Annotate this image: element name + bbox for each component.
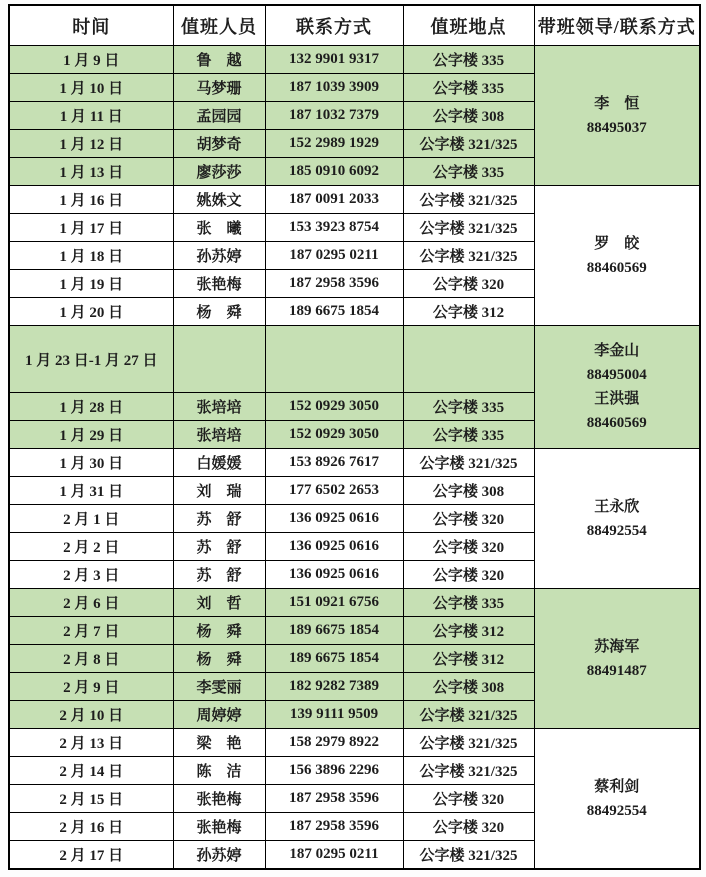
phone-cell: 158 2979 8922 [265, 729, 403, 757]
leader-phone: 88495037 [586, 119, 647, 136]
leader-phone: 88460569 [586, 259, 647, 276]
person-cell: 孟园园 [173, 102, 265, 130]
date-cell: 2 月 17 日 [9, 841, 173, 870]
leader-cell [534, 589, 700, 729]
date-cell: 2 月 13 日 [9, 729, 173, 757]
location-cell: 公字楼 320 [403, 785, 534, 813]
date-cell: 2 月 6 日 [9, 589, 173, 617]
location-cell: 公字楼 335 [403, 393, 534, 421]
location-cell: 公字楼 308 [403, 673, 534, 701]
duty-roster [8, 4, 701, 870]
phone-cell: 187 0295 0211 [265, 841, 403, 870]
header-time: 时间 [9, 5, 173, 46]
phone-cell: 136 0925 0616 [265, 561, 403, 589]
date-cell: 1 月 16 日 [9, 186, 173, 214]
leader-phone: 88460569 [586, 415, 647, 431]
date-cell: 2 月 2 日 [9, 533, 173, 561]
location-cell: 公字楼 320 [403, 270, 534, 298]
person-cell: 胡梦奇 [173, 130, 265, 158]
location-cell: 公字楼 321/325 [403, 186, 534, 214]
date-cell: 1 月 13 日 [9, 158, 173, 186]
table-row [9, 729, 700, 757]
phone-cell: 152 0929 3050 [265, 421, 403, 449]
header-contact: 联系方式 [265, 5, 403, 46]
date-cell: 1 月 20 日 [9, 298, 173, 326]
leader-phone: 88495004 [586, 367, 647, 383]
leader-cell [534, 326, 700, 449]
header-location: 值班地点 [403, 5, 534, 46]
location-cell: 公字楼 335 [403, 421, 534, 449]
location-cell: 公字楼 321/325 [403, 701, 534, 729]
phone-cell: 153 8926 7617 [265, 449, 403, 477]
location-cell: 公字楼 320 [403, 505, 534, 533]
person-cell: 张 曦 [173, 214, 265, 242]
location-cell: 公字楼 308 [403, 477, 534, 505]
table-row [9, 589, 700, 617]
date-cell: 1 月 17 日 [9, 214, 173, 242]
date-cell: 1 月 18 日 [9, 242, 173, 270]
location-cell: 公字楼 335 [403, 46, 534, 74]
location-cell: 公字楼 321/325 [403, 841, 534, 870]
leader-name: 王洪强 [594, 391, 640, 407]
date-cell: 2 月 8 日 [9, 645, 173, 673]
person-cell: 孙苏婷 [173, 242, 265, 270]
location-cell: 公字楼 335 [403, 158, 534, 186]
phone-cell: 187 2958 3596 [265, 813, 403, 841]
table-row [9, 326, 700, 393]
date-cell: 1 月 9 日 [9, 46, 173, 74]
person-cell: 张艳梅 [173, 813, 265, 841]
date-cell: 2 月 1 日 [9, 505, 173, 533]
person-cell: 杨 舜 [173, 298, 265, 326]
phone-cell: 189 6675 1854 [265, 617, 403, 645]
phone-cell: 189 6675 1854 [265, 645, 403, 673]
location-cell: 公字楼 321/325 [403, 130, 534, 158]
person-cell: 苏 舒 [173, 505, 265, 533]
header-person: 值班人员 [173, 5, 265, 46]
date-cell: 1 月 19 日 [9, 270, 173, 298]
leader-phone: 88492554 [586, 802, 647, 819]
phone-cell: 189 6675 1854 [265, 298, 403, 326]
person-cell: 刘 哲 [173, 589, 265, 617]
location-cell: 公字楼 320 [403, 561, 534, 589]
location-cell: 公字楼 321/325 [403, 449, 534, 477]
location-cell: 公字楼 335 [403, 589, 534, 617]
date-cell: 2 月 10 日 [9, 701, 173, 729]
person-cell: 马梦珊 [173, 74, 265, 102]
leader-name: 蔡利剑 [594, 778, 640, 795]
person-cell: 鲁 越 [173, 46, 265, 74]
person-cell: 周婷婷 [173, 701, 265, 729]
phone-cell: 153 3923 8754 [265, 214, 403, 242]
person-cell: 杨 舜 [173, 617, 265, 645]
phone-cell: 187 0091 2033 [265, 186, 403, 214]
phone-cell: 136 0925 0616 [265, 505, 403, 533]
leader-cell [534, 186, 700, 326]
location-cell: 公字楼 335 [403, 74, 534, 102]
phone-cell: 132 9901 9317 [265, 46, 403, 74]
phone-cell: 152 0929 3050 [265, 393, 403, 421]
date-cell: 2 月 3 日 [9, 561, 173, 589]
person-cell [173, 326, 265, 393]
leader-name: 罗 皎 [594, 235, 640, 252]
phone-cell: 187 0295 0211 [265, 242, 403, 270]
date-cell: 1 月 28 日 [9, 393, 173, 421]
duty-roster-table [8, 4, 701, 870]
leader-name: 李金山 [594, 343, 640, 359]
leader-phone: 88491487 [586, 662, 647, 679]
phone-cell: 156 3896 2296 [265, 757, 403, 785]
phone-cell: 185 0910 6092 [265, 158, 403, 186]
header-row [9, 5, 700, 46]
location-cell: 公字楼 321/325 [403, 757, 534, 785]
person-cell: 孙苏婷 [173, 841, 265, 870]
date-cell: 2 月 16 日 [9, 813, 173, 841]
person-cell: 李雯丽 [173, 673, 265, 701]
date-cell: 1 月 30 日 [9, 449, 173, 477]
phone-cell: 187 2958 3596 [265, 270, 403, 298]
phone-cell: 187 1039 3909 [265, 74, 403, 102]
date-cell: 1 月 23 日-1 月 27 日 [9, 326, 173, 393]
person-cell: 张艳梅 [173, 785, 265, 813]
leader-cell [534, 449, 700, 589]
person-cell: 杨 舜 [173, 645, 265, 673]
person-cell: 白媛媛 [173, 449, 265, 477]
person-cell: 廖莎莎 [173, 158, 265, 186]
person-cell: 刘 瑞 [173, 477, 265, 505]
location-cell: 公字楼 312 [403, 645, 534, 673]
date-cell: 1 月 31 日 [9, 477, 173, 505]
phone-cell: 182 9282 7389 [265, 673, 403, 701]
person-cell: 苏 舒 [173, 533, 265, 561]
leader-cell [534, 729, 700, 870]
phone-cell: 139 9111 9509 [265, 701, 403, 729]
location-cell: 公字楼 321/325 [403, 242, 534, 270]
leader-name: 苏海军 [594, 638, 640, 655]
location-cell: 公字楼 308 [403, 102, 534, 130]
phone-cell [265, 326, 403, 393]
location-cell: 公字楼 320 [403, 813, 534, 841]
date-cell: 1 月 10 日 [9, 74, 173, 102]
phone-cell: 187 1032 7379 [265, 102, 403, 130]
header-leader: 带班领导/联系方式 [534, 5, 700, 46]
table-row [9, 186, 700, 214]
location-cell: 公字楼 320 [403, 533, 534, 561]
date-cell: 1 月 11 日 [9, 102, 173, 130]
person-cell: 苏 舒 [173, 561, 265, 589]
person-cell: 梁 艳 [173, 729, 265, 757]
date-cell: 1 月 29 日 [9, 421, 173, 449]
leader-cell [534, 46, 700, 186]
phone-cell: 177 6502 2653 [265, 477, 403, 505]
phone-cell: 152 2989 1929 [265, 130, 403, 158]
location-cell: 公字楼 321/325 [403, 729, 534, 757]
table-row [9, 46, 700, 74]
phone-cell: 136 0925 0616 [265, 533, 403, 561]
phone-cell: 151 0921 6756 [265, 589, 403, 617]
date-cell: 1 月 12 日 [9, 130, 173, 158]
person-cell: 姚姝文 [173, 186, 265, 214]
phone-cell: 187 2958 3596 [265, 785, 403, 813]
location-cell: 公字楼 321/325 [403, 214, 534, 242]
location-cell: 公字楼 312 [403, 298, 534, 326]
leader-name: 李 恒 [594, 95, 640, 112]
date-cell: 2 月 9 日 [9, 673, 173, 701]
date-cell: 2 月 14 日 [9, 757, 173, 785]
date-cell: 2 月 15 日 [9, 785, 173, 813]
location-cell: 公字楼 312 [403, 617, 534, 645]
person-cell: 张培培 [173, 393, 265, 421]
location-cell [403, 326, 534, 393]
leader-name: 王永欣 [594, 498, 640, 515]
date-cell: 2 月 7 日 [9, 617, 173, 645]
person-cell: 张培培 [173, 421, 265, 449]
person-cell: 陈 洁 [173, 757, 265, 785]
person-cell: 张艳梅 [173, 270, 265, 298]
table-row [9, 449, 700, 477]
leader-phone: 88492554 [586, 522, 647, 539]
